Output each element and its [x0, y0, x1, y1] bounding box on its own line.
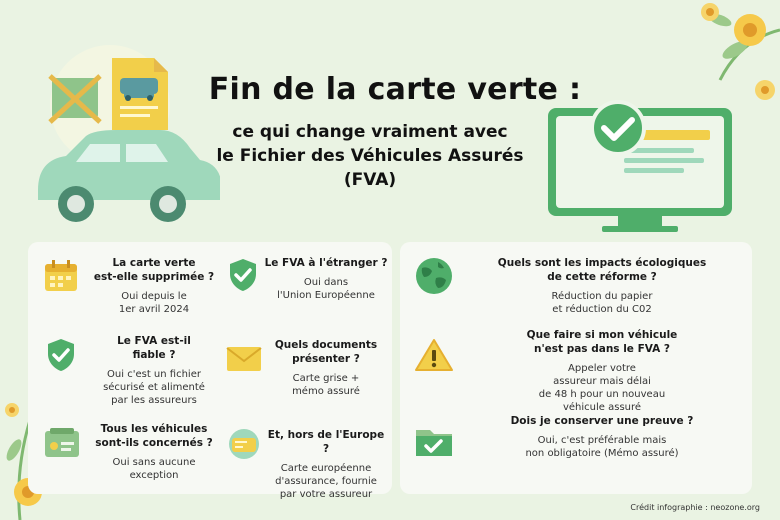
subtitle-line-3: (FVA): [343, 170, 397, 190]
answer-line: Réduction du papier: [551, 291, 653, 302]
answer-line: Carte grise +: [292, 373, 360, 384]
faq-answer: [264, 462, 388, 501]
question-line: Le FVA est-il: [117, 335, 191, 347]
faq-question: [84, 334, 224, 362]
question-line: Et, hors de l'Europe ?: [267, 429, 385, 455]
faq-question: [264, 338, 388, 366]
question-line: est-elle supprimée ?: [93, 271, 215, 283]
faq-question: [264, 256, 388, 270]
answer-line: 1er avril 2024: [118, 304, 190, 315]
question-line: fiable ?: [132, 349, 176, 361]
answer-line: de 48 h pour un nouveau: [538, 389, 666, 400]
calendar-icon: [44, 260, 78, 292]
faq-answer: [84, 456, 224, 482]
faq-panel-right: [400, 242, 752, 494]
answer-line: non obligatoire (Mémo assuré): [525, 448, 679, 459]
faq-question: [464, 414, 740, 428]
question-line: présenter ?: [292, 353, 360, 365]
faq-item-carte-verte: [84, 256, 224, 316]
answer-line: Oui, c'est préférable mais: [537, 435, 667, 446]
question-line: Le FVA à l'étranger ?: [264, 257, 388, 269]
answer-line: l'Union Européenne: [277, 290, 375, 301]
globe-icon: [414, 256, 454, 296]
credit-text: Crédit infographie : neozone.org: [630, 503, 760, 512]
answer-line: Appeler votre: [568, 363, 636, 374]
page-title: Fin de la carte verte :: [208, 72, 582, 107]
faq-answer: [464, 362, 740, 414]
question-line: Quels sont les impacts écologiques: [497, 257, 707, 269]
faq-panel-left: [28, 242, 392, 500]
envelope-icon: [226, 346, 262, 372]
faq-answer: [264, 276, 388, 302]
answer-line: par les assureurs: [111, 395, 197, 406]
faq-item-fva-etranger: [264, 256, 388, 302]
faq-item-vehicules: [84, 422, 224, 482]
faq-answer: [264, 372, 388, 398]
faq-item-vehicule-absent: [464, 328, 740, 414]
shield-check-icon: [228, 258, 258, 292]
question-line: n'est pas dans le FVA ?: [533, 343, 671, 355]
question-line: Quels documents: [274, 339, 378, 351]
faq-question: [464, 256, 740, 284]
faq-question: [84, 256, 224, 284]
answer-line: par votre assureur: [279, 489, 373, 500]
warning-triangle-icon: [414, 338, 454, 372]
faq-answer: [464, 434, 740, 460]
answer-line: exception: [129, 470, 179, 481]
answer-line: Oui dans: [303, 277, 349, 288]
insurance-card-globe-icon: [226, 428, 262, 460]
answer-line: Oui c'est un fichier: [107, 369, 201, 380]
answer-line: Oui sans aucune: [112, 457, 196, 468]
faq-answer: [84, 368, 224, 407]
answer-line: sécurisé et alimenté: [103, 382, 205, 393]
faq-answer: [464, 290, 740, 316]
question-line: sont-ils concernés ?: [95, 437, 213, 449]
faq-answer: [84, 290, 224, 316]
answer-line: véhicule assuré: [562, 402, 642, 413]
page-subtitle: [160, 120, 580, 192]
question-line: Tous les véhicules: [100, 423, 208, 435]
answer-line: Carte européenne: [280, 463, 372, 474]
answer-line: et réduction du C02: [552, 304, 652, 315]
folder-check-icon: [414, 424, 454, 458]
question-line: Que faire si mon véhicule: [526, 329, 678, 341]
vehicle-card-icon: [44, 428, 80, 458]
faq-question: [84, 422, 224, 450]
question-line: Dois je conserver une preuve ?: [510, 415, 694, 427]
faq-item-preuve: [464, 414, 740, 460]
faq-question: [464, 328, 740, 356]
answer-line: Oui depuis le: [121, 291, 187, 302]
faq-item-documents: [264, 338, 388, 398]
answer-line: mémo assuré: [292, 386, 360, 397]
question-line: La carte verte: [112, 257, 196, 269]
shield-check-icon: [46, 338, 76, 372]
faq-item-fiable: [84, 334, 224, 407]
answer-line: d'assurance, fournie: [275, 476, 377, 487]
faq-question: [264, 428, 388, 456]
answer-line: assureur mais délai: [553, 376, 651, 387]
subtitle-line-2: le Fichier des Véhicules Assurés: [216, 146, 524, 166]
question-line: de cette réforme ?: [547, 271, 657, 283]
faq-item-hors-europe: [264, 428, 388, 501]
subtitle-line-1: ce qui change vraiment avec: [232, 122, 508, 142]
faq-item-ecologie: [464, 256, 740, 316]
